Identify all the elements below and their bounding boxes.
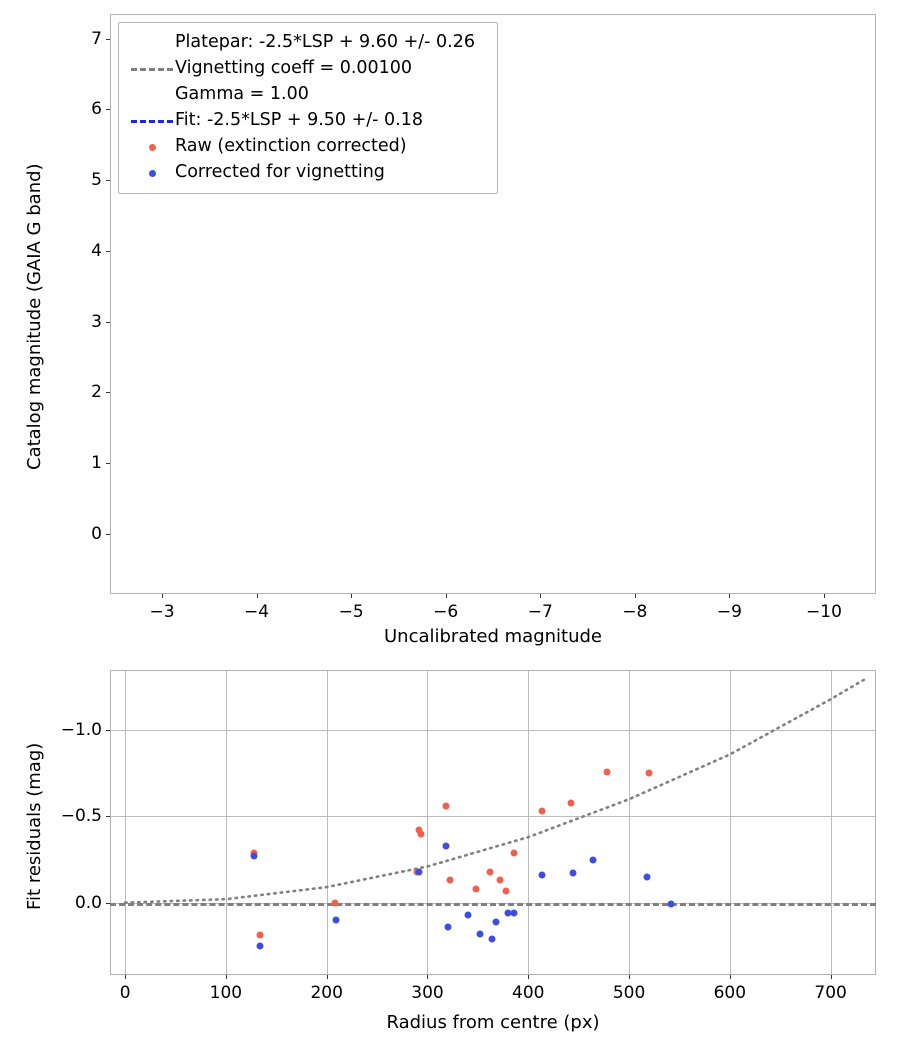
legend-label-corrected: Corrected for vignetting: [175, 162, 385, 182]
x-tick: [446, 594, 447, 598]
legend-label-raw: Raw (extinction corrected): [175, 136, 407, 156]
top-x-axis-label: Uncalibrated magnitude: [383, 626, 603, 647]
bottom-y-axis-label: Fit residuals (mag): [24, 742, 45, 910]
y-tick-label: 5: [91, 170, 102, 191]
y-tick-label: 2: [91, 382, 102, 403]
bottom-residuals-panel: [0, 660, 900, 1050]
vignetting-curve: [0, 660, 900, 1050]
x-tick-label: −6: [433, 602, 459, 622]
x-tick-label: −7: [527, 602, 553, 622]
data-point: [511, 849, 518, 856]
data-point: [416, 868, 423, 875]
x-tick-label: 400: [512, 983, 545, 1003]
x-tick-label: −5: [338, 602, 364, 622]
y-tick-label: 1: [91, 453, 102, 474]
data-point: [472, 885, 479, 892]
data-point: [569, 870, 576, 877]
x-tick: [635, 594, 636, 598]
legend-label-platepar: Platepar: -2.5*LSP + 9.60 +/- 0.26: [175, 32, 475, 52]
data-point: [668, 901, 675, 908]
x-tick: [351, 594, 352, 598]
data-point: [603, 768, 610, 775]
top-y-axis-label: Catalog magnitude (GAIA G band): [24, 163, 45, 470]
data-point: [488, 935, 495, 942]
data-point: [567, 799, 574, 806]
x-tick-label: 0: [119, 983, 131, 1003]
y-tick-label: 7: [91, 28, 102, 49]
y-tick-label: 0: [91, 523, 102, 544]
x-tick-label: 600: [713, 983, 747, 1003]
data-point: [332, 916, 339, 923]
data-point: [493, 918, 500, 925]
data-point: [251, 853, 258, 860]
x-tick: [162, 594, 163, 598]
x-tick: [824, 594, 825, 598]
data-point: [497, 877, 504, 884]
x-tick-label: −3: [149, 602, 175, 622]
x-tick-label: −10: [806, 602, 842, 622]
data-point: [446, 877, 453, 884]
legend-key-dashed-gray: [129, 68, 175, 71]
legend-key-dot-blue: [129, 170, 175, 177]
data-point: [464, 911, 471, 918]
legend-label-vignetting: Vignetting coeff = 0.00100: [175, 58, 413, 78]
legend-key-dot-red: [129, 144, 175, 151]
y-tick-label: −1.0: [60, 720, 102, 741]
x-tick: [257, 594, 258, 598]
y-tick-label: 0.0: [74, 892, 102, 913]
legend: [118, 22, 498, 194]
legend-key-dashed-blue: [129, 120, 175, 123]
x-tick: [729, 594, 730, 598]
data-point: [257, 932, 264, 939]
y-tick-label: 6: [91, 99, 102, 120]
x-tick: [540, 594, 541, 598]
data-point: [418, 830, 425, 837]
data-point: [503, 887, 510, 894]
data-point: [539, 872, 546, 879]
bottom-x-axis-label: Radius from centre (px): [386, 1012, 600, 1033]
x-tick-label: −8: [622, 602, 648, 622]
x-tick-label: −9: [716, 602, 742, 622]
data-point: [511, 909, 518, 916]
data-point: [476, 930, 483, 937]
x-tick-label: 200: [310, 983, 343, 1003]
legend-label-gamma: Gamma = 1.00: [175, 84, 309, 104]
data-point: [331, 899, 338, 906]
x-tick-label: −4: [244, 602, 270, 622]
data-point: [486, 868, 493, 875]
x-tick-label: 500: [612, 983, 646, 1003]
y-tick-label: 4: [91, 240, 102, 261]
data-point: [442, 803, 449, 810]
x-tick-label: 100: [209, 983, 243, 1003]
x-tick-label: 300: [411, 983, 444, 1003]
data-point: [444, 923, 451, 930]
data-point: [644, 873, 651, 880]
legend-labels: [175, 29, 475, 185]
data-point: [442, 842, 449, 849]
data-point: [539, 808, 546, 815]
data-point: [646, 770, 653, 777]
legend-label-fit: Fit: -2.5*LSP + 9.50 +/- 0.18: [175, 110, 423, 130]
x-tick-label: 700: [814, 983, 847, 1003]
data-point: [589, 856, 596, 863]
y-tick-label: −0.5: [60, 806, 102, 827]
data-point: [257, 942, 264, 949]
y-tick-label: 3: [91, 311, 102, 332]
